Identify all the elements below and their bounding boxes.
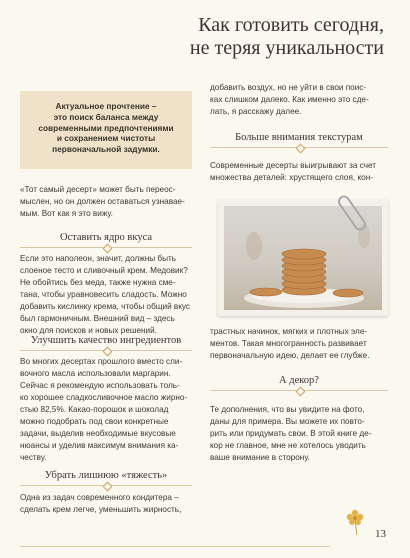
text-line: Не обойтись без меда, также нужна сме- (20, 278, 176, 287)
right-p2 (210, 326, 388, 362)
callout-line: и сохранением чистоты (56, 133, 156, 144)
text-line: слоеное тесто и сливочный крем. Медовик? (20, 266, 188, 275)
text-line: честву. (20, 453, 47, 462)
callout-line: первоначальной задумки. (52, 144, 160, 155)
heading-decor: А декор? (279, 375, 319, 386)
text-line: «Тот самый десерт» может быть переос- (20, 185, 176, 194)
right-p1 (210, 160, 388, 184)
left-p1 (20, 253, 192, 337)
text-line: ментов. Такая многогранность развивает (210, 339, 367, 348)
text-line: ко хорошее сладкосливочное масло жирно- (20, 393, 188, 402)
text-line: стью 82,5%. Какао-порошок и шоколад (20, 405, 169, 414)
left-intro (20, 184, 192, 220)
callout-line: современными предпочтениями (38, 122, 174, 133)
text-line: Современные десерты выигрывают за счет (210, 161, 377, 170)
text-line: мым. Вот как я это вижу. (20, 209, 113, 218)
text-line: был гармоничным. Внешний вид – здесь (20, 314, 175, 323)
text-line: первоначальную идею, делает ее глубже. (210, 351, 370, 360)
text-line: тана, чтобы уравновесить сладость. Можно (20, 290, 187, 299)
text-line: лать, я расскажу далее. (210, 107, 302, 116)
callout-box (20, 91, 192, 169)
text-line: ваше внимание в сторону. (210, 453, 310, 462)
heading-textures: Больше внимания текстурам (235, 132, 363, 143)
text-line: Во многих десертах прошлого вместо сли- (20, 357, 183, 366)
text-line: нюансы и уделив максимум внимания ка- (20, 441, 179, 450)
flower-icon (345, 508, 365, 536)
title-line-1: Как готовить сегодня, (198, 14, 384, 36)
text-line: добавить воздух, но не уйти в свои поис- (210, 83, 367, 92)
right-p0 (210, 82, 388, 118)
text-line: ках слишком далеко. Как именно это сде- (210, 95, 369, 104)
text-line: множества деталей: хрустящего слоя, кон- (210, 173, 373, 182)
text-line: можно подобрать под свои конкретные (20, 417, 169, 426)
text-line: Одна из задач современного кондитера – (20, 493, 179, 502)
callout-line: это поиск баланса между (53, 111, 159, 122)
title-line-2: не теряя уникальности (189, 37, 384, 59)
heading-divider (20, 485, 192, 486)
callout-line: Актуальное прочтение – (55, 101, 157, 111)
left-p3 (20, 492, 192, 516)
text-line: вочного масла использовали маргарин. (20, 369, 171, 378)
heading-divider (20, 350, 192, 351)
text-line: добавить кислинку крема, чтобы общий вкус (20, 302, 191, 311)
page-title (154, 14, 384, 60)
text-line: Те дополнения, что вы увидите на фото, (210, 405, 365, 414)
heading-flavor-core: Оставить ядро вкуса (59, 232, 153, 243)
text-line: кор не главное, мне не хотелось уводить (210, 441, 366, 450)
left-p2 (20, 356, 192, 464)
text-line: сделать крем легче, уменьшить жирность, (20, 505, 182, 514)
text-line: окно для поисков и новых решений. (20, 326, 157, 335)
bottom-divider (20, 546, 330, 547)
heading-divider (210, 390, 388, 391)
text-line: мыслен, но он должен оставаться узнавае- (20, 197, 185, 206)
heading-divider (20, 247, 192, 248)
heading-divider (210, 147, 388, 148)
text-line: Если это наполеон, значит, должны быть (20, 254, 176, 263)
page-number: 13 (375, 528, 386, 540)
text-line: даны для примера. Вы можете их повто- (210, 417, 365, 426)
text-line: Сейчас я рекомендую использовать толь- (20, 381, 180, 390)
right-p3 (210, 404, 388, 464)
heading-ingredients: Улучшить качество ингредиентов (30, 335, 182, 346)
text-line: задачи, выделив необходимые вкусовые (20, 429, 176, 438)
text-line: рить или придумать свои. В этой книге де- (210, 429, 372, 438)
text-line: трастных начинок, мягких и плотных эле- (210, 327, 368, 336)
heading-heaviness: Убрать лишнюю «тяжесть» (44, 470, 168, 481)
